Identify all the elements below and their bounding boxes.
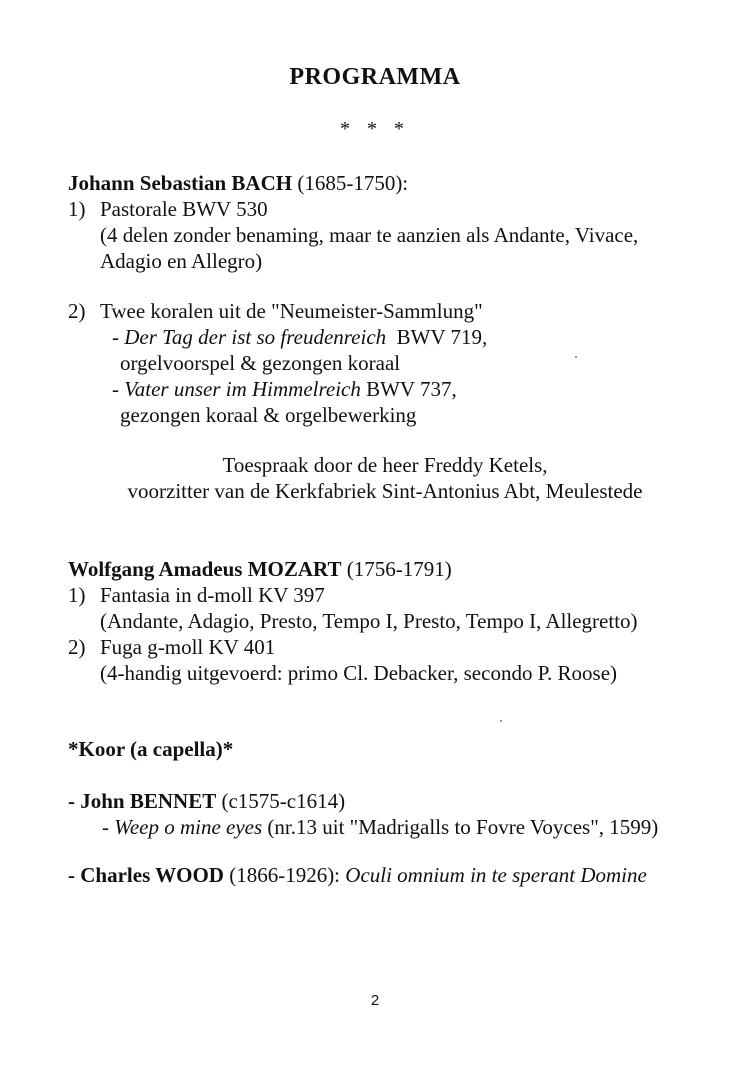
composer-years: (1866-1926): <box>229 863 341 887</box>
composer-years: (1685-1750): <box>297 171 409 195</box>
list-dash: - <box>112 325 125 349</box>
bennet-heading <box>68 788 345 814</box>
item-number: 1) <box>68 197 86 221</box>
work-title: Weep o mine eyes <box>114 815 263 839</box>
item-note: Adagio en Allegro) <box>100 249 263 273</box>
work-title: Vater unser im Himmelreich <box>124 377 361 401</box>
catalog-number: BWV 719, <box>396 325 488 349</box>
list-dash: - <box>68 863 81 887</box>
scan-speck <box>500 720 502 722</box>
speech-line: Toespraak door de heer Freddy Ketels, <box>222 453 548 477</box>
bach-item-2 <box>68 298 483 324</box>
item-number: 1) <box>68 583 86 607</box>
composer-name: Wolfgang Amadeus MOZART <box>68 557 342 581</box>
choir-heading: *Koor (a capella)* <box>68 737 234 761</box>
item-note: (Andante, Adagio, Presto, Tempo I, Presto, Tempo I, Allegretto) <box>100 609 638 633</box>
wood-heading <box>68 862 647 888</box>
work-title: Der Tag der ist so freudenreich <box>124 325 387 349</box>
bach-item-1 <box>68 196 268 222</box>
item-note: (4-handig uitgevoerd: primo Cl. Debacker, secondo P. Roose) <box>100 661 618 685</box>
item-title: Fuga g-moll KV 401 <box>100 635 276 659</box>
item-number: 2) <box>68 299 86 323</box>
list-dash: - <box>112 377 125 401</box>
item-title: Pastorale BWV 530 <box>100 197 268 221</box>
page-title: PROGRAMMA <box>289 64 461 90</box>
composer-years: (c1575-c1614) <box>221 789 346 813</box>
work-note: (nr.13 uit "Madrigalls to Fovre Voyces", 1599) <box>267 815 659 839</box>
mozart-item-2 <box>68 634 275 660</box>
page-number: 2 <box>370 992 380 1009</box>
mozart-heading <box>68 556 452 582</box>
mozart-item-1 <box>68 582 325 608</box>
chorale-2 <box>112 376 457 402</box>
speech-line: voorzitter van de Kerkfabriek Sint-Antonius Abt, Meulestede <box>127 479 643 503</box>
chorale-desc: orgelvoorspel & gezongen koraal <box>120 351 401 375</box>
bennet-work <box>102 814 658 840</box>
item-title: Fantasia in d-moll KV 397 <box>100 583 325 607</box>
item-title: Twee koralen uit de "Neumeister-Sammlung" <box>100 299 483 323</box>
work-title: Oculi omnium in te sperant Domine <box>345 863 647 887</box>
chorale-1 <box>112 324 487 350</box>
composer-name: John BENNET <box>80 789 217 813</box>
composer-years: (1756-1791) <box>346 557 452 581</box>
composer-name: Charles WOOD <box>80 863 224 887</box>
bach-heading <box>68 170 408 196</box>
section-divider: * * * <box>340 118 410 140</box>
scan-speck <box>575 356 577 358</box>
list-dash: - <box>68 789 81 813</box>
chorale-desc: gezongen koraal & orgelbewerking <box>120 403 417 427</box>
composer-name: Johann Sebastian BACH <box>68 171 293 195</box>
item-note: (4 delen zonder benaming, maar te aanzien als Andante, Vivace, <box>100 223 639 247</box>
list-dash: - <box>102 815 115 839</box>
item-number: 2) <box>68 635 86 659</box>
catalog-number: BWV 737, <box>366 377 457 401</box>
